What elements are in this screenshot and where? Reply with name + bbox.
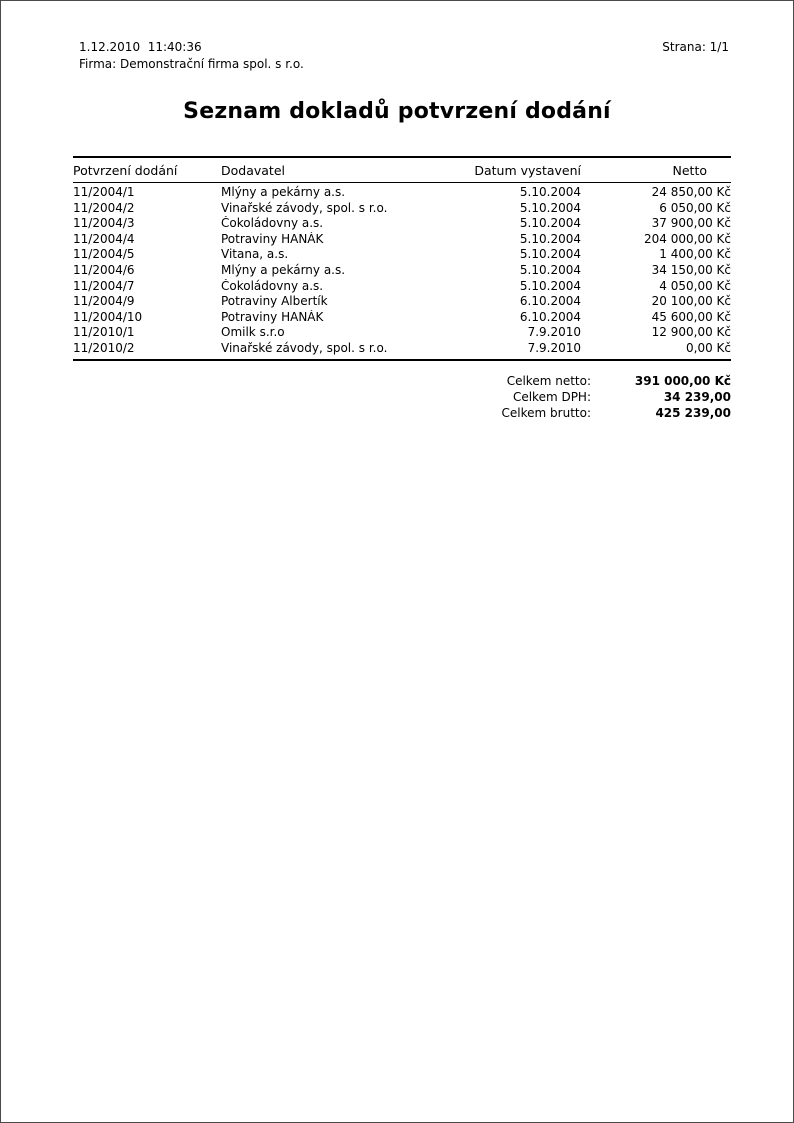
cell-netto: 37 900,00 Kč <box>651 216 731 231</box>
total-row <box>73 405 731 421</box>
table-bottom-rule <box>73 359 731 361</box>
cell-supplier: Omilk s.r.o <box>221 325 285 340</box>
total-value: 391 000,00 Kč <box>634 373 731 388</box>
table-row <box>73 325 731 341</box>
table-row <box>73 216 731 232</box>
column-header-netto: Netto <box>672 163 707 178</box>
cell-doc: 11/2004/9 <box>73 294 135 309</box>
cell-supplier: Potraviny Albertík <box>221 294 328 309</box>
cell-netto: 1 400,00 Kč <box>659 247 731 262</box>
table-row <box>73 232 731 248</box>
cell-doc: 11/2004/4 <box>73 231 135 246</box>
cell-netto: 20 100,00 Kč <box>651 294 731 309</box>
report-title: Seznam dokladů potvrzení dodání <box>183 99 611 124</box>
cell-date: 5.10.2004 <box>519 247 581 262</box>
table-header-row <box>73 158 731 182</box>
cell-date: 5.10.2004 <box>519 200 581 215</box>
table-row <box>73 185 731 201</box>
table-row <box>73 201 731 217</box>
cell-netto: 4 050,00 Kč <box>659 278 731 293</box>
total-row <box>73 373 731 389</box>
page-number: Strana: 1/1 <box>662 40 729 54</box>
cell-netto: 24 850,00 Kč <box>651 185 731 199</box>
total-value: 425 239,00 <box>655 405 731 420</box>
cell-date: 6.10.2004 <box>519 294 581 309</box>
report-meta <box>79 39 729 73</box>
cell-date: 5.10.2004 <box>519 185 581 199</box>
cell-doc: 11/2004/6 <box>73 262 135 277</box>
cell-supplier: Čokoládovny a.s. <box>221 216 324 231</box>
cell-supplier: Mlýny a pekárny a.s. <box>221 185 346 199</box>
cell-date: 7.9.2010 <box>527 340 581 355</box>
table-row <box>73 310 731 326</box>
cell-supplier: Vitana, a.s. <box>221 247 289 262</box>
cell-supplier: Čokoládovny a.s. <box>221 278 324 293</box>
cell-netto: 45 600,00 Kč <box>651 309 731 324</box>
cell-doc: 11/2004/7 <box>73 278 135 293</box>
totals <box>73 373 731 421</box>
cell-supplier: Mlýny a pekárny a.s. <box>221 262 346 277</box>
print-datetime: 1.12.2010 11:40:36 <box>79 40 202 54</box>
table-row <box>73 279 731 295</box>
cell-supplier: Potraviny HANÁK <box>221 309 324 324</box>
table-row <box>73 294 731 310</box>
cell-doc: 11/2004/10 <box>73 309 143 324</box>
cell-doc: 11/2010/2 <box>73 340 135 355</box>
table-row <box>73 341 731 357</box>
cell-doc: 11/2010/1 <box>73 325 135 340</box>
cell-netto: 6 050,00 Kč <box>659 200 731 215</box>
cell-date: 5.10.2004 <box>519 262 581 277</box>
total-value: 34 239,00 <box>663 389 731 404</box>
cell-netto: 0,00 Kč <box>686 340 731 355</box>
table-row <box>73 247 731 263</box>
cell-netto: 12 900,00 Kč <box>651 325 731 340</box>
table-row <box>73 263 731 279</box>
documents-table <box>73 156 731 361</box>
cell-supplier: Vinařské závody, spol. s r.o. <box>221 200 388 215</box>
cell-netto: 34 150,00 Kč <box>651 262 731 277</box>
cell-doc: 11/2004/2 <box>73 200 135 215</box>
company-name: Firma: Demonstrační firma spol. s r.o. <box>79 57 304 71</box>
total-label: Celkem netto: <box>506 373 591 388</box>
meta-left <box>79 39 304 73</box>
column-header-potvrzeni: Potvrzení dodání <box>73 163 178 178</box>
cell-supplier: Potraviny HANÁK <box>221 231 324 246</box>
cell-doc: 11/2004/3 <box>73 216 135 231</box>
cell-date: 5.10.2004 <box>519 216 581 231</box>
cell-date: 7.9.2010 <box>527 325 581 340</box>
total-label: Celkem DPH: <box>512 389 591 404</box>
cell-doc: 11/2004/1 <box>73 185 135 199</box>
cell-date: 6.10.2004 <box>519 309 581 324</box>
cell-netto: 204 000,00 Kč <box>644 231 731 246</box>
column-header-datum: Datum vystavení <box>474 163 581 178</box>
total-row <box>73 389 731 405</box>
cell-date: 5.10.2004 <box>519 278 581 293</box>
cell-supplier: Vinařské závody, spol. s r.o. <box>221 340 388 355</box>
cell-doc: 11/2004/5 <box>73 247 135 262</box>
total-label: Celkem brutto: <box>501 405 591 420</box>
column-header-dodavatel: Dodavatel <box>221 163 285 178</box>
table-body <box>73 183 731 359</box>
cell-date: 5.10.2004 <box>519 231 581 246</box>
